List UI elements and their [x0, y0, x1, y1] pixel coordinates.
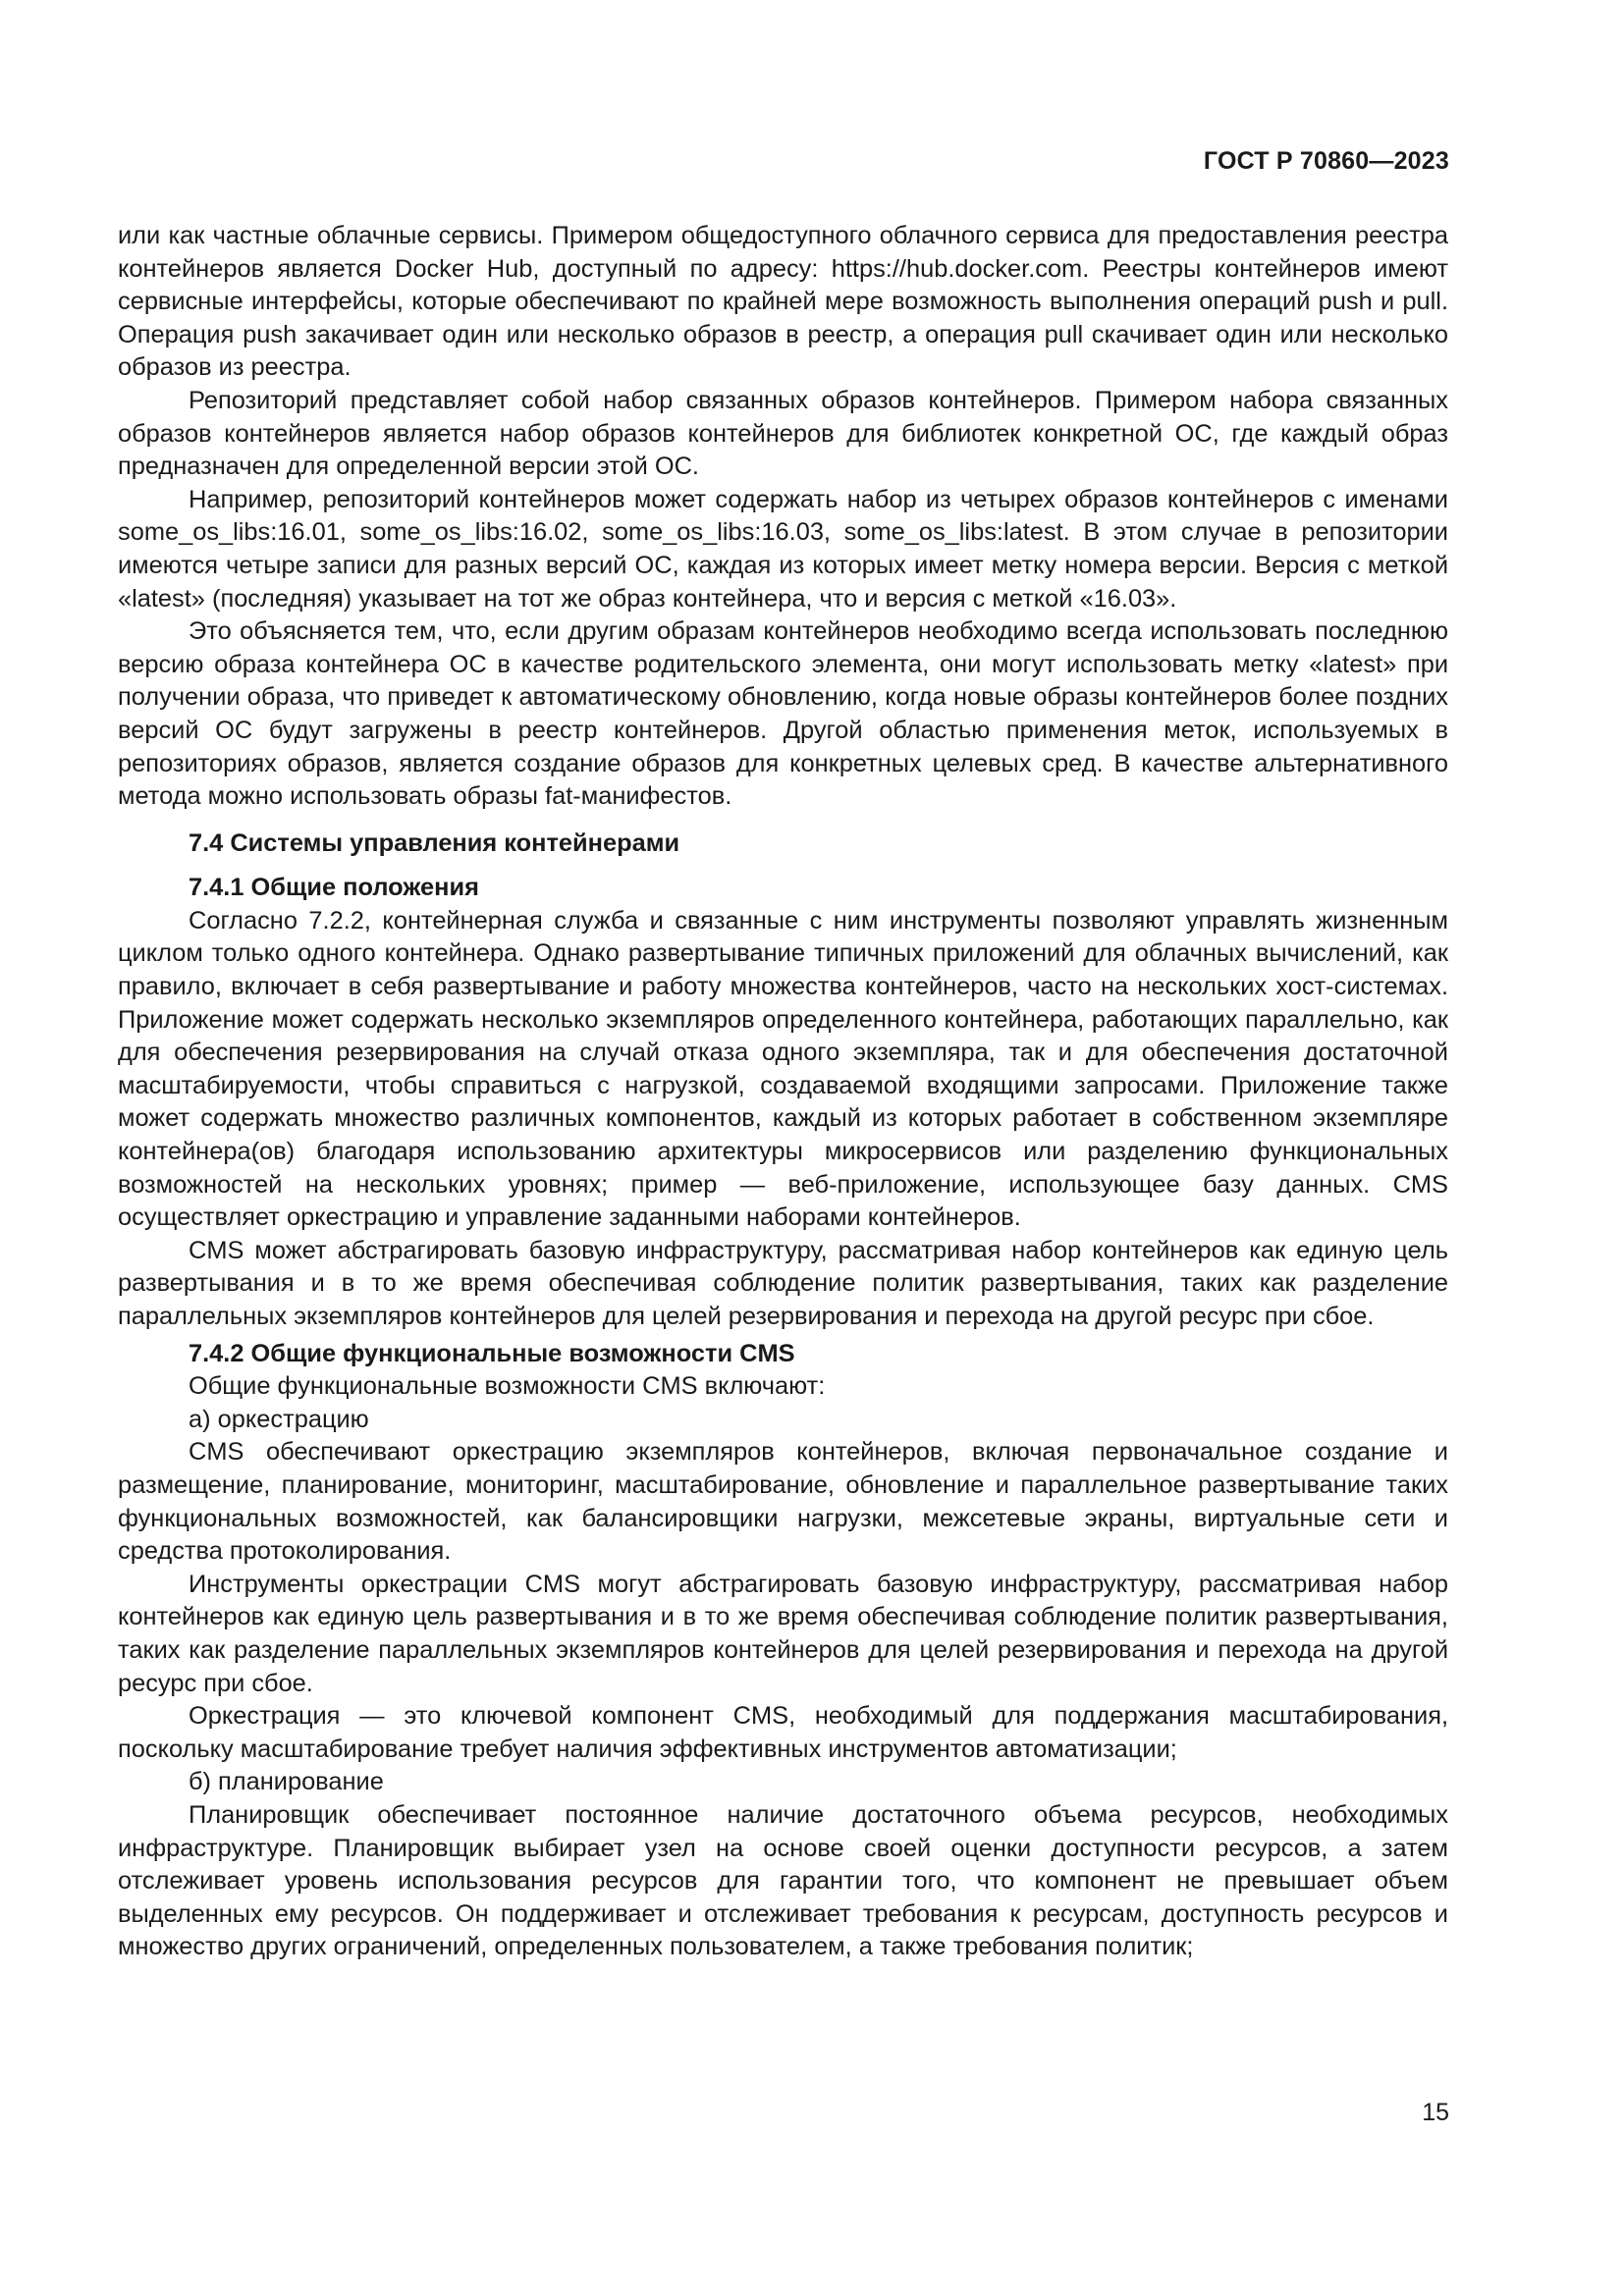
section-heading-7-4: 7.4 Системы управления контейнерами	[189, 828, 680, 857]
paragraph-cms-abstraction: CMS может абстрагировать базовую инфраструктуру, рассматривая набор контейнеров как единую цель развертывания и в то же время обеспечивая соблюдение политик развертывания, таких как разделение параллельных экземпляров контейнеров для целей резервирования и перехода на другой ресурс при сбое.	[118, 1236, 1448, 1330]
paragraph-repository: Репозиторий представляет собой набор связанных образов контейнеров. Примером набора связанных образов контейнеров является набор образов контейнеров для библиотек конкретной ОС, где каждый образ предназначен для определенной версии этой ОС.	[118, 386, 1448, 481]
paragraph-latest-tag: Это объясняется тем, что, если другим образам контейнеров необходимо всегда использовать последнюю версию образа контейнера ОС в качестве родительского элемента, они могут использовать метку «latest» при получении образа, что приведет к автоматическому обновлению, когда новые образы контейнеров более поздних версий ОС будут загружены в реестр контейнеров. Другой областью применения меток, используемых в репозиториях образов, является создание образов для конкретных целевых сред. В качестве альтернативного метода можно использовать образы fat-манифестов.	[118, 617, 1448, 811]
paragraph-repository-example: Например, репозиторий контейнеров может содержать набор из четырех образов контейнеров с именами some_os_libs:16.01, some_os_libs:16.02, some_os_libs:16.03, some_os_libs:latest. В этом случае в репозитории имеются четыре записи для разных версий ОС, каждая из которых имеет метку номера версии. Версия с меткой «latest» (последняя) указывает на тот же образ контейнера, что и версия с меткой «16.03».	[118, 485, 1448, 613]
page-body	[118, 220, 1448, 1964]
paragraph-registries: или как частные облачные сервисы. Примером общедоступного облачного сервиса для предоставления реестра контейнеров является Docker Hub, доступный по адресу: https://hub.docker.com. Реестры контейнеров имеют сервисные интерфейсы, которые обеспечивают по крайней мере возможность выполнения операций push и pull. Операция push закачивает один или несколько образов в реестр, а операция pull скачивает один или несколько образов из реестра.	[118, 222, 1448, 382]
page-number: 15	[1422, 2099, 1449, 2126]
document-code-header: ГОСТ Р 70860—2023	[1203, 147, 1449, 175]
paragraph-cms-capabilities-intro: Общие функциональные возможности CMS включают:	[189, 1372, 826, 1401]
paragraph-orchestration: CMS обеспечивают оркестрацию экземпляров контейнеров, включая первоначальное создание и размещение, планирование, мониторинг, масштабирование, обновление и параллельное развертывание таких функциональных возможностей, как балансировщики нагрузки, межсетевые экраны, виртуальные сети и средства протоколирования.	[118, 1438, 1448, 1566]
subsection-heading-7-4-1: 7.4.1 Общие положения	[189, 874, 479, 902]
list-item-orchestration: а) оркестрацию	[189, 1405, 369, 1433]
paragraph-orchestration-key: Оркестрация — это ключевой компонент CMS, необходимый для поддержания масштабирования, поскольку масштабирование требует наличия эффективных инструментов автоматизации;	[118, 1702, 1448, 1763]
paragraph-general-provisions: Согласно 7.2.2, контейнерная служба и связанные с ним инструменты позволяют управлять жизненным циклом только одного контейнера. Однако развертывание типичных приложений для облачных вычислений, как правило, включает в себя развертывание и работу множества контейнеров, часто на нескольких хост-системах. Приложение может содержать несколько экземпляров определенного контейнера, работающих параллельно, как для обеспечения резервирования на случай отказа одного экземпляра, так и для обеспечения достаточной масштабируемости, чтобы справиться с нагрузкой, создаваемой входящими запросами. Приложение также может содержать множество различных компонентов, каждый из которых работает в собственном экземпляре контейнера(ов) благодаря использованию архитектуры микросервисов или разделению функциональных возможностей на нескольких уровнях; пример — веб-приложение, использующее базу данных. CMS осуществляет оркестрацию и управление заданными наборами контейнеров.	[118, 906, 1448, 1232]
paragraph-orchestration-tools: Инструменты оркестрации CMS могут абстрагировать базовую инфраструктуру, рассматривая набор контейнеров как единую цель развертывания и в то же время обеспечивая соблюдение политик развертывания, таких как разделение параллельных экземпляров контейнеров для целей резервирования и перехода на другой ресурс при сбое.	[118, 1570, 1448, 1697]
subsection-heading-7-4-2: 7.4.2 Общие функциональные возможности CMS	[189, 1339, 795, 1367]
list-item-scheduling: б) планирование	[189, 1768, 384, 1796]
paragraph-scheduler: Планировщик обеспечивает постоянное наличие достаточного объема ресурсов, необходимых инфраструктуре. Планировщик выбирает узел на основе своей оценки доступности ресурсов, а затем отслеживает уровень использования ресурсов для гарантии того, что компонент не превышает объем выделенных ему ресурсов. Он поддерживает и отслеживает требования к ресурсам, доступность ресурсов и множество других ограничений, определенных пользователем, а также требования политик;	[118, 1800, 1448, 1961]
